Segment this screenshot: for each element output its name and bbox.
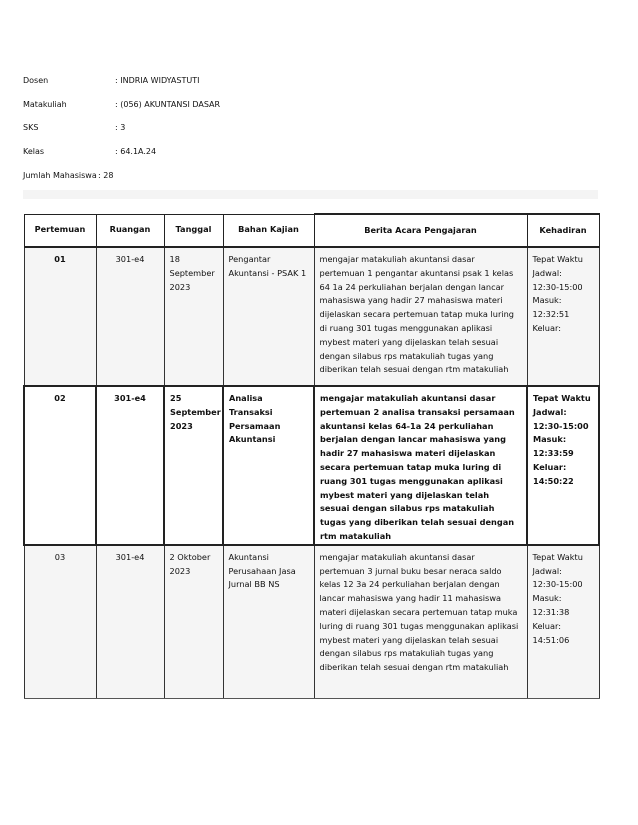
ruangan-cell: 301-e4 (96, 386, 164, 545)
kehadiran-status: Tepat Waktu (532, 254, 583, 264)
pertemuan-cell: 01 (24, 247, 96, 386)
masuk-value: 12:32:51 (532, 309, 570, 320)
sks-value: : 3 (115, 123, 126, 132)
matakuliah-label: Matakuliah (23, 100, 67, 109)
berita-acara-cell: mengajar matakuliah akuntansi dasar pertemuan 2 analisa transaksi persamaan akuntansi kelas 64-1a 24 perkuliahan berjalan dengan lancar mahasiswa yang hadir 27 mahasiswa materi dijelaskan secara pertemuan tatap muka luring di ruang 301 tugas menggunakan aplikasi mybest materi yang dijelaskan telah sesuai dengan silabus rps matakuliah tugas yang diberikan telah sesuai dengan rtm matakuliah (314, 386, 527, 545)
masuk-value: 12:33:59 (533, 448, 574, 459)
jadwal-value: 12:30-15:00 (532, 579, 583, 590)
keluar-label: Keluar: (532, 322, 561, 333)
table-row (24, 545, 599, 699)
header-tanggal: Tanggal (164, 214, 223, 247)
masuk-value: 12:31:38 (532, 606, 570, 617)
jadwal-label: Jadwal: (532, 565, 562, 576)
pertemuan-cell: 03 (24, 545, 96, 699)
berita-acara-cell: mengajar matakuliah akuntansi dasar pertemuan 1 pengantar akuntansi psak 1 kelas 64 1a 24 perkuliahan berjalan dengan lancar mahasiswa yang hadir 27 mahasiswa materi dijelaskan secara pertemuan tatap muka luring di ruang 301 tugas menggunakan aplikasi mybest materi yang dijelaskan telah sesuai dengan silabus rps matakuliah tugas yang diberikan telah sesuai dengan rtm matakuliah (314, 247, 527, 386)
divider-band (23, 190, 598, 199)
masuk-label: Masuk: (533, 434, 567, 445)
header-kehadiran: Kehadiran (527, 214, 599, 247)
kelas-value: : 64.1A.24 (115, 147, 157, 156)
kehadiran-cell (527, 386, 599, 545)
dosen-label: Dosen (23, 76, 49, 85)
header-bahan-kajian: Bahan Kajian (223, 214, 314, 247)
bahan-kajian-cell: Pengantar Akuntansi - PSAK 1 (223, 247, 314, 386)
kehadiran-cell (527, 545, 599, 699)
keluar-label: Keluar: (532, 620, 561, 631)
tanggal-cell: 2 Oktober 2023 (164, 545, 223, 699)
table-row (24, 247, 599, 386)
tanggal-cell: 18 September 2023 (164, 247, 223, 386)
tanggal-cell: 25 September 2023 (164, 386, 223, 545)
masuk-label: Masuk: (532, 295, 562, 306)
kehadiran-status: Tepat Waktu (532, 551, 583, 562)
table-row (24, 386, 599, 545)
kehadiran-cell (527, 247, 599, 386)
pertemuan-cell: 02 (24, 386, 96, 545)
header-berita-acara: Berita Acara Pengajaran (314, 214, 527, 247)
ruangan-cell: 301-e4 (96, 545, 164, 699)
matakuliah-value: : (056) AKUNTANSI DASAR (115, 100, 221, 109)
jadwal-value: 12:30-15:00 (533, 420, 589, 431)
jumlah-mahasiswa-value: : 28 (98, 171, 114, 180)
header-ruangan: Ruangan (96, 214, 164, 247)
ruangan-cell: 301-e4 (96, 247, 164, 386)
dosen-value: : INDRIA WIDYASTUTI (115, 76, 200, 85)
jumlah-mahasiswa-label: Jumlah Mahasiswa (23, 171, 97, 180)
jadwal-label: Jadwal: (533, 406, 567, 417)
kehadiran-status: Tepat Waktu (533, 393, 591, 403)
keluar-value: 14:51:06 (532, 634, 570, 645)
masuk-label: Masuk: (532, 593, 562, 604)
table-header-row (24, 214, 599, 247)
attendance-table (23, 213, 600, 699)
keluar-label: Keluar: (533, 461, 567, 472)
header-pertemuan: Pertemuan (24, 214, 96, 247)
jadwal-value: 12:30-15:00 (532, 281, 583, 292)
bahan-kajian-cell: Analisa Transaksi Persamaan Akuntansi (223, 386, 314, 545)
sks-label: SKS (23, 123, 39, 132)
bahan-kajian-cell: Akuntansi Perusahaan Jasa Jurnal BB NS (223, 545, 314, 699)
berita-acara-cell: mengajar matakuliah akuntansi dasar pertemuan 3 jurnal buku besar neraca saldo kelas 12 3a 24 perkuliahan berjalan dengan lancar mahasiswa yang hadir 11 mahasiswa materi dijelaskan secara pertemuan tatap muka luring di ruang 301 tugas menggunakan aplikasi mybest materi yang dijelaskan telah sesuai dengan silabus rps matakuliah tugas yang diberikan telah sesuai dengan rtm matakuliah (314, 545, 527, 699)
keluar-value: 14:50:22 (533, 475, 574, 486)
jadwal-label: Jadwal: (532, 267, 562, 278)
kelas-label: Kelas (23, 147, 45, 156)
